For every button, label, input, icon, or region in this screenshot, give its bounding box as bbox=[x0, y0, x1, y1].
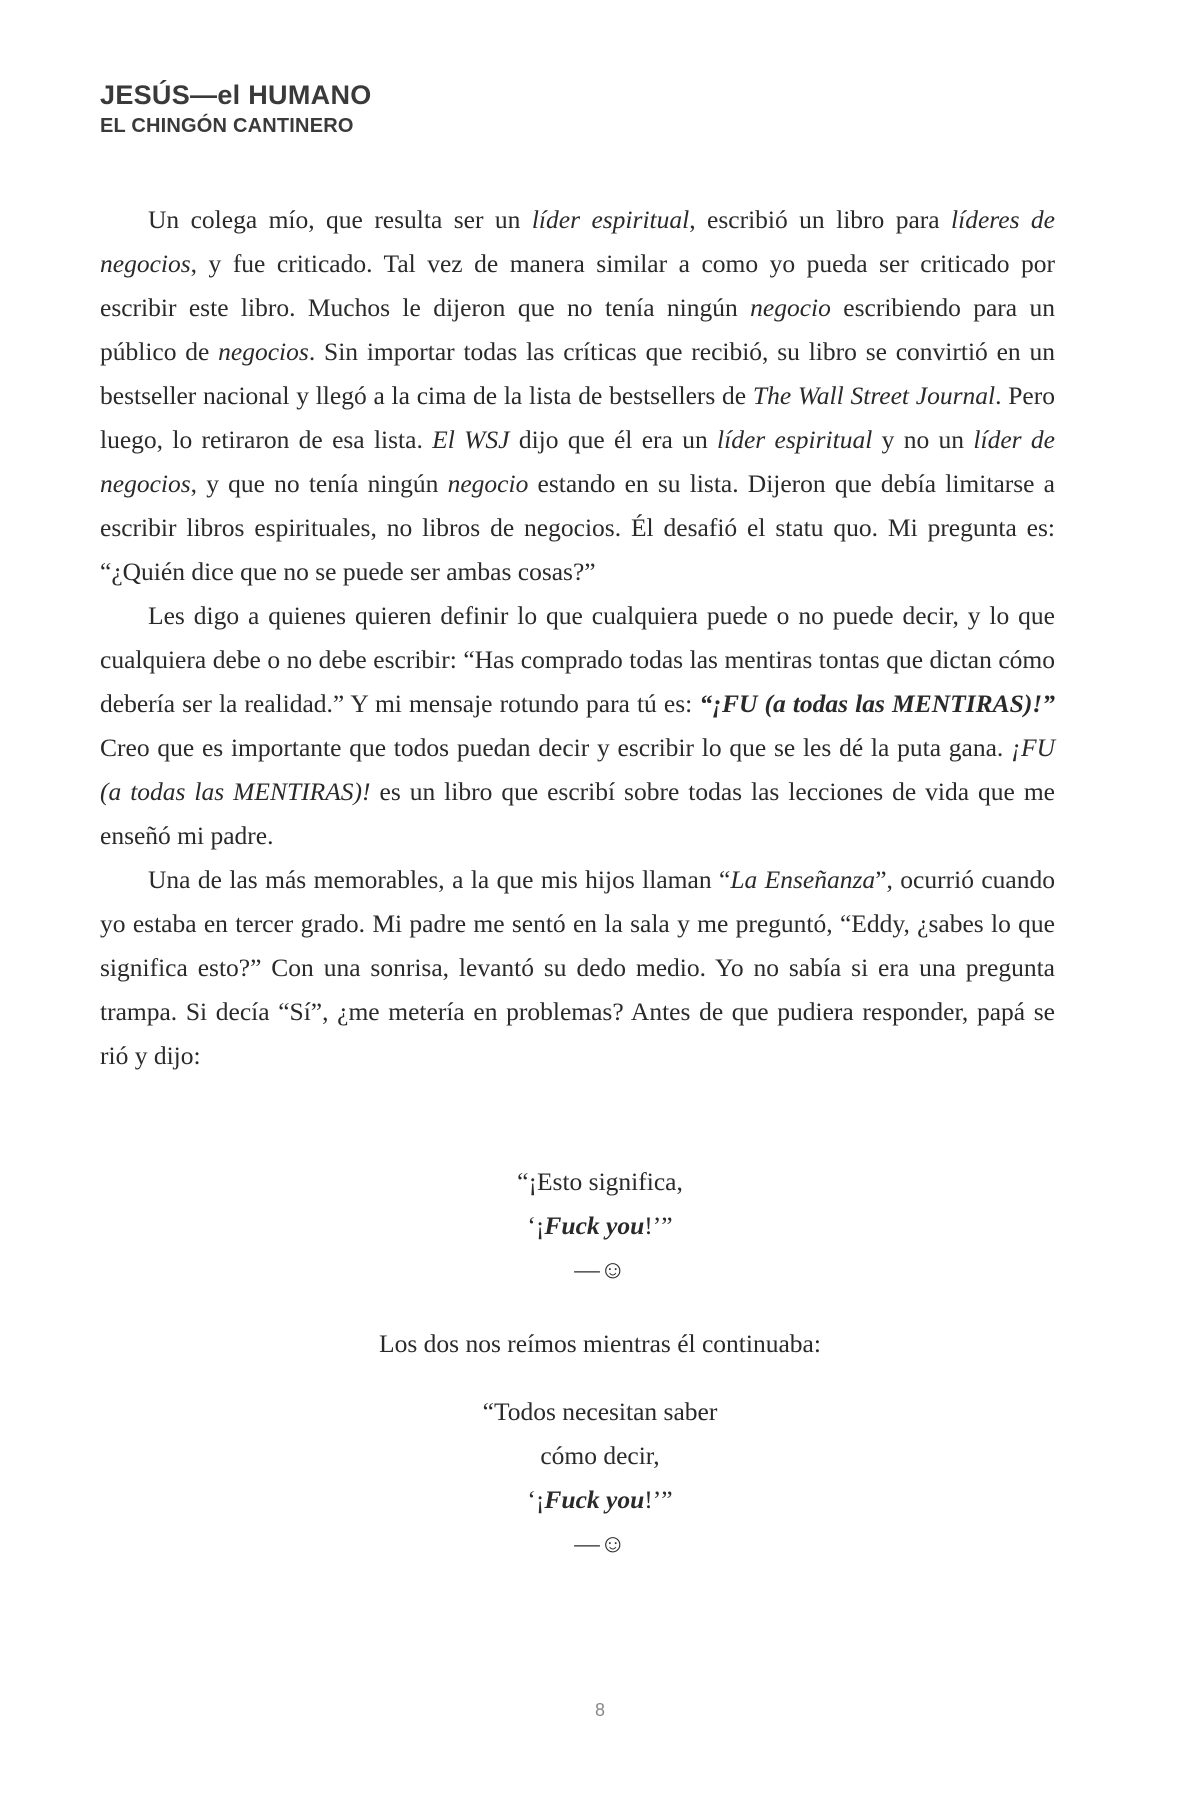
body-text bbox=[100, 198, 1055, 1078]
paragraph-3: Una de las más memorables, a la que mis hijos llaman “La Enseñanza”, ocurrió cuando yo estaba en tercer grado. Mi padre me sentó en la sala y me preguntó, “Eddy, ¿sabes lo que significa esto?” Con una sonrisa, levantó su dedo medio. Yo no sabía si era una pregunta trampa. Si decía “Sí”, ¿me metería en problemas? Antes de que pudiera responder, papá se rió y dijo: bbox=[100, 865, 1056, 1070]
quote-attribution: —☺ bbox=[574, 1529, 626, 1558]
quote-line: “¡Esto significa, bbox=[517, 1167, 683, 1196]
book-title: JESÚS—el HUMANO bbox=[100, 80, 372, 110]
paragraph-2: Les digo a quienes quieren definir lo que cualquiera puede o no puede decir, y lo que cualquiera debe o no debe escribir: “Has comprado todas las mentiras tontas que dictan cómo debería ser la realidad.” Y mi mensaje rotundo para tú es: “¡FU (a todas las MENTIRAS)!” Creo que es importante que todos puedan decir y escribir lo que se les dé la puta gana. ¡FU (a todas las MENTIRAS)! es un libro que escribí sobre todas las lecciones de vida que me enseñó mi padre. bbox=[100, 601, 1055, 850]
quote-attribution: —☺ bbox=[574, 1255, 626, 1284]
narration-line: Los dos nos reímos mientras él continuaba: bbox=[379, 1329, 821, 1358]
running-head bbox=[100, 78, 372, 140]
quote-line: cómo decir, bbox=[540, 1441, 660, 1470]
quote-line: ‘¡Fuck you!’” bbox=[527, 1485, 673, 1514]
chapter-title: EL CHINGÓN CANTINERO bbox=[100, 115, 354, 137]
page-number: 8 bbox=[594, 1700, 605, 1720]
quote-block-2 bbox=[300, 1390, 900, 1566]
quote-line: ‘¡Fuck you!’” bbox=[527, 1211, 673, 1240]
quote-line: “Todos necesitan saber bbox=[482, 1397, 718, 1426]
quote-block-1 bbox=[300, 1160, 900, 1292]
paragraph-1: Un colega mío, que resulta ser un líder espiritual, escribió un libro para líderes de negocios, y fue criticado. Tal vez de manera similar a como yo pueda ser criticado por escribir este libro. Muchos le dijeron que no tenía ningún negocio escribiendo para un público de negocios. Sin importar todas las críticas que recibió, su libro se convirtió en un bestseller nacional y llegó a la cima de la lista de bestsellers de The Wall Street Journal. Pero luego, lo retiraron de esa lista. El WSJ dijo que él era un líder espiritual y no un líder de negocios, y que no tenía ningún negocio estando en su lista. Dijeron que debía limitarse a escribir libros espirituales, no libros de negocios. Él desafió el statu quo. Mi pregunta es: “¿Quién dice que no se puede ser ambas cosas?” bbox=[100, 205, 1055, 586]
